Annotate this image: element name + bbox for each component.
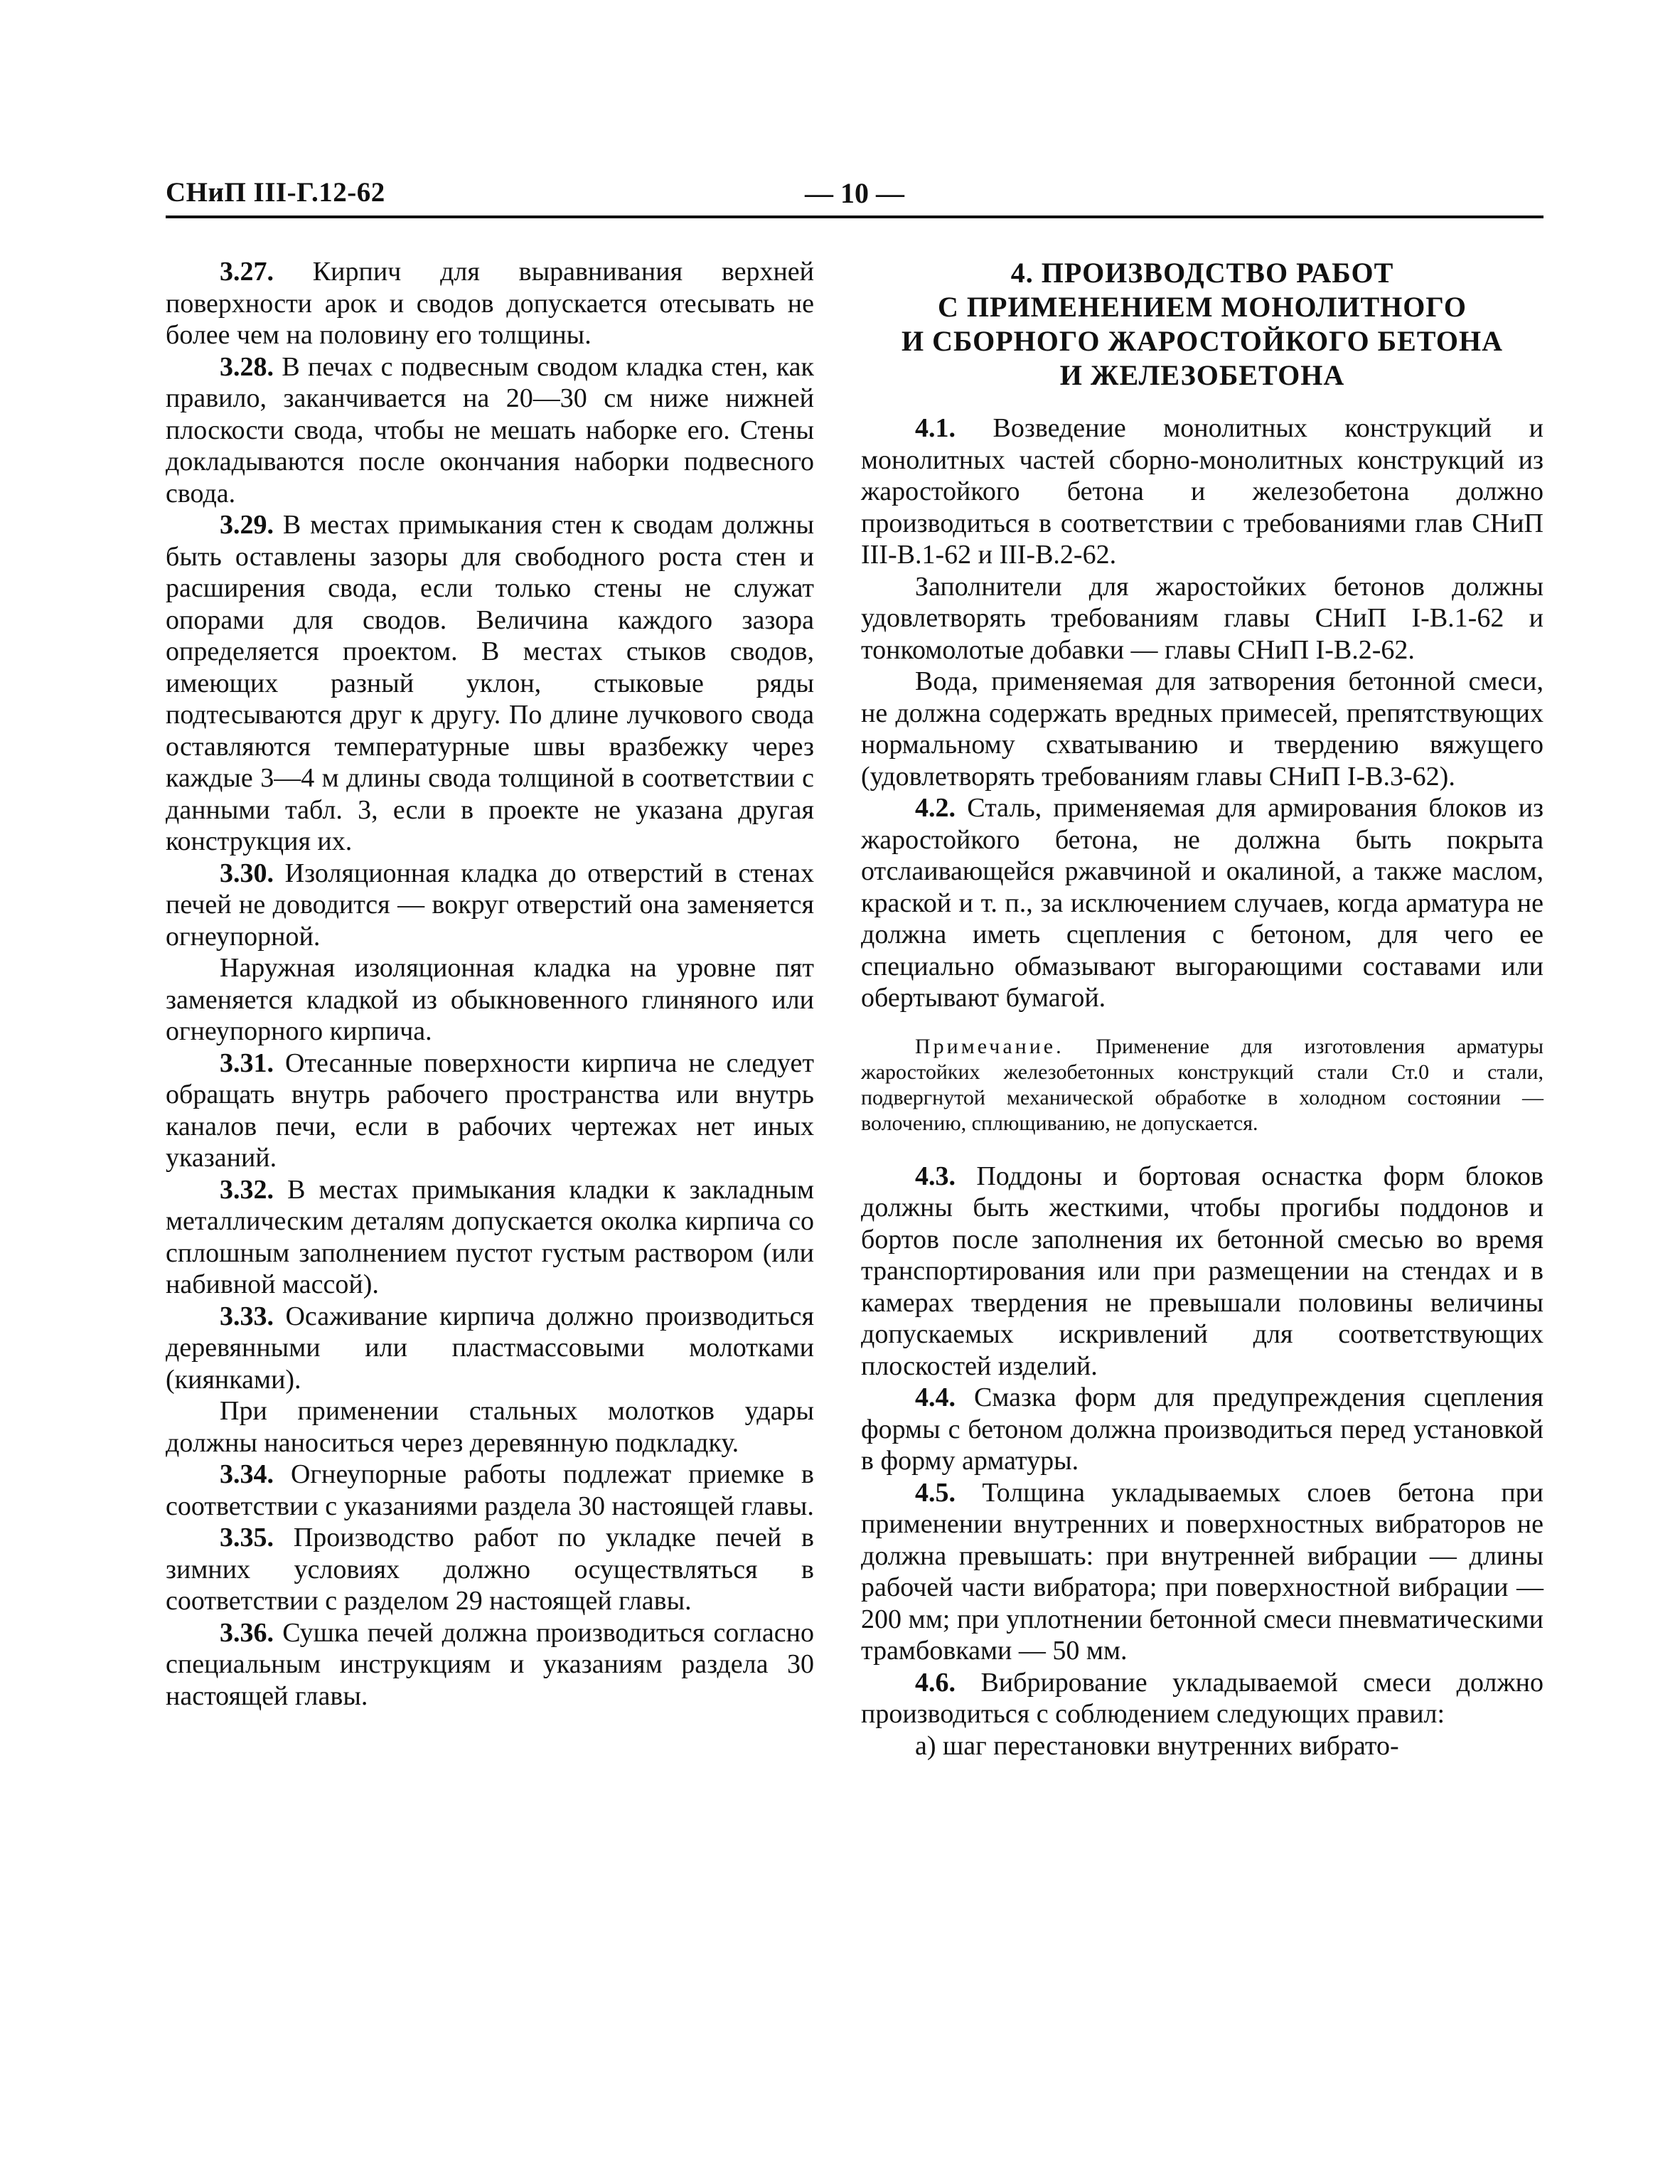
paragraph — [861, 1161, 1543, 1383]
section-title — [861, 256, 1543, 393]
left-column — [166, 256, 814, 1712]
paragraph-text: Производство работ по укладке печей в зимних условиях должно осуществляться в соответствии с разделом 29 настоящей главы. — [166, 1523, 814, 1616]
paragraph-text: В печах с подвесным сводом кладка стен, как правило, заканчивается на 20—30 см ниже нижней плоскости свода, чтобы не мешать наборке его. Стены докладываются после окончания наборки подвесного свода. — [166, 351, 814, 508]
clause-number: 3.28. — [220, 351, 274, 382]
clause-number: 3.35. — [220, 1523, 274, 1552]
clause-number: 3.36. — [220, 1617, 274, 1648]
paragraph-text: Возведение монолитных конструкций и монолитных частей сборно-монолитных конструкций из жаростойкого бетона и железобетона должно производиться в соответствии с требованиями глав СНиП III-В.1-62 и III-В.2-62. — [861, 413, 1543, 570]
clause-number: 4.4. — [915, 1383, 956, 1412]
paragraph — [166, 256, 814, 351]
clause-number: 3.27. — [220, 257, 274, 287]
paragraph-text: Вибрирование укладываемой смеси должно производиться с соблюдением следующих правил: — [861, 1667, 1543, 1729]
paragraph — [861, 1730, 1543, 1762]
paragraph — [861, 1382, 1543, 1477]
paragraph — [166, 1174, 814, 1301]
paragraph — [166, 1301, 814, 1396]
paragraph-text: Толщина укладываемых слоев бетона при применении внутренних и поверхностных вибраторов не должна превышать: при внутренней вибрации — длины рабочей части вибратора; при поверхностной вибрации — 200 мм; при уплотнении бетонной смеси пневматическими трамбовками — 50 мм. — [861, 1477, 1543, 1666]
paragraph — [861, 666, 1543, 792]
paragraph — [861, 412, 1543, 571]
clause-number: 3.34. — [220, 1459, 274, 1489]
page-number: — 10 — — [805, 177, 904, 209]
paragraph-text: В местах примыкания кладки к закладным металлическим деталям допускается околка кирпича со сплошным заполнением пустот густым раствором (или набивной массой). — [166, 1174, 814, 1299]
section-title-line: И СБОРНОГО ЖАРОСТОЙКОГО БЕТОНА — [901, 325, 1504, 357]
section-title-line: 4. ПРОИЗВОДСТВО РАБОТ — [1010, 257, 1394, 289]
paragraph — [861, 1477, 1543, 1667]
header-rule — [166, 215, 1543, 218]
section-title-line: С ПРИМЕНЕНИЕМ МОНОЛИТНОГО — [938, 291, 1467, 323]
clause-number: 4.3. — [915, 1161, 956, 1191]
paragraph — [166, 952, 814, 1048]
clause-number: 4.5. — [915, 1477, 956, 1508]
paragraph-text: Наружная изоляционная кладка на уровне пят заменяется кладкой из обыкновенного глиняного или огнеупорного кирпича. — [166, 953, 814, 1046]
paragraph — [861, 792, 1543, 1014]
paragraph — [166, 1048, 814, 1174]
paragraph-text: а) шаг перестановки внутренних вибрато- — [915, 1730, 1399, 1761]
paragraph — [861, 1667, 1543, 1730]
paragraph — [166, 351, 814, 510]
paragraph — [861, 571, 1543, 666]
note-label: Примечание. — [915, 1034, 1064, 1058]
paragraph-text: Огнеупорные работы подлежат приемке в соответствии с указаниями раздела 30 настоящей главы. — [166, 1459, 814, 1521]
document-code: СНиП III-Г.12-62 — [166, 177, 385, 208]
section-title-line: И ЖЕЛЕЗОБЕТОНА — [1059, 359, 1345, 391]
paragraph-text: Сталь, применяемая для армирования блоков из жаростойкого бетона, не должна быть покрыта отслаивающейся ржавчиной и окалиной, а также маслом, краской и т. п., за исключением случаев, когда арматура не должна иметь сцепления с бетоном, для чего ее специально обмазывают выгорающими составами или обертывают бумагой. — [861, 793, 1543, 1013]
clause-number: 4.6. — [915, 1667, 956, 1698]
clause-number: 4.2. — [915, 793, 956, 823]
paragraph-text: Смазка форм для предупреждения сцепления формы с бетоном должна производиться перед установкой в форму арматуры. — [861, 1383, 1543, 1476]
paragraph — [166, 858, 814, 953]
paragraph-text: При применении стальных молотков удары должны наноситься через деревянную подкладку. — [166, 1396, 814, 1458]
clause-number: 3.32. — [220, 1174, 274, 1205]
right-column — [861, 256, 1543, 1762]
paragraph — [166, 1522, 814, 1617]
page-header — [166, 176, 1543, 219]
clause-number: 4.1. — [915, 413, 956, 443]
paragraph-text: Поддоны и бортовая оснастка форм блоков должны быть жесткими, чтобы прогибы поддонов и бортов после заполнения их бетонной смесью во время транспортирования или при размещении на стендах и в камерах твердения не превышали половины величины допускаемых искривлений для соответствующих плоскостей изделий. — [861, 1161, 1543, 1381]
paragraph-text: Изоляционная кладка до отверстий в стенах печей не доводится — вокруг отверстий она заменяется огнеупорной. — [166, 858, 814, 952]
paragraph — [166, 1617, 814, 1712]
paragraph-text: Отесанные поверхности кирпича не следует обращать внутрь рабочего пространства или внутрь каналов печи, если в рабочих чертежах нет иных указаний. — [166, 1048, 814, 1173]
paragraph-text: Заполнители для жаростойких бетонов должны удовлетворять требованиям главы СНиП I-В.1-62 и тонкомолотые добавки — главы СНиП I-В.2-62. — [861, 571, 1543, 665]
clause-number: 3.31. — [220, 1048, 274, 1078]
paragraph-text: В местах примыкания стен к сводам должны быть оставлены зазоры для свободного роста стен и расширения свода, если только стены не служат опорами для сводов. Величина каждого зазора определяется проектом. В местах стыков сводов, имеющих разный уклон, стыковые ряды подтесываются друг к другу. По длине лучкового свода оставляются температурные швы вразбежку через каждые 3—4 м длины свода толщиной в соответствии с данными табл. 3, если в проекте не указана другая конструкция их. — [166, 510, 814, 856]
paragraph-text: Осаживание кирпича должно производиться деревянными или пластмассовыми молотками (киянками). — [166, 1301, 814, 1395]
note — [861, 1034, 1543, 1136]
clause-number: 3.30. — [220, 858, 274, 888]
note-text: Применение для изготовления арматуры жаростойких железобетонных конструкций стали Ст.0 и стали, подвергнутой механической обработке в холодном состоянии — волочению, сплющиванию, не допускается. — [861, 1034, 1543, 1135]
clause-number: 3.33. — [220, 1301, 274, 1331]
paragraph-text: Кирпич для выравнивания верхней поверхности арок и сводов допускается отесывать не более чем на половину его толщины. — [166, 257, 814, 350]
paragraph — [166, 509, 814, 858]
paragraph — [166, 1395, 814, 1459]
paragraph-text: Сушка печей должна производиться согласно специальным инструкциям и указаниям раздела 30 настоящей главы. — [166, 1617, 814, 1711]
clause-number: 3.29. — [220, 510, 274, 540]
paragraph-text: Вода, применяемая для затворения бетонной смеси, не должна содержать вредных примесей, препятствующих нормальному схватыванию и твердению вяжущего (удовлетворять требованиям главы СНиП I-В.3-62). — [861, 666, 1543, 792]
paragraph — [166, 1459, 814, 1522]
